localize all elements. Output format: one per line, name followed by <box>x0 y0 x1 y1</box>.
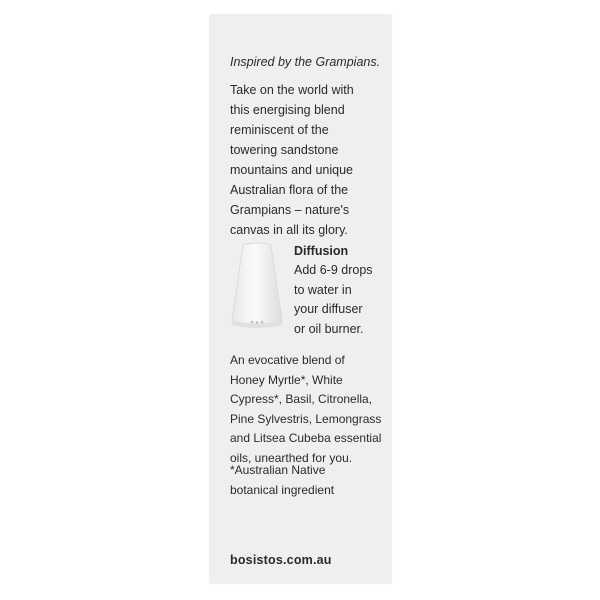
diffusion-title: Diffusion <box>294 244 349 258</box>
tagline: Inspired by the Grampians. <box>230 55 381 69</box>
native-ingredient-note: *Australian Native botanical ingredient <box>230 463 335 497</box>
website-url: bosistos.com.au <box>230 553 332 567</box>
diffuser-icon <box>229 241 285 333</box>
diffusion-instructions: Add 6-9 drops to water in your diffuser or oil burner. <box>294 263 373 336</box>
intro-description: Take on the world with this energising blend reminiscent of the towering sandstone mountains and unique Australian flora of the Grampians – nature's canvas in all its glory. <box>230 83 354 237</box>
blend-description: An evocative blend of Honey Myrtle*, White Cypress*, Basil, Citronella, Pine Sylvestris, Lemongrass and Litsea Cubeba essential oils, unearthed for you. <box>230 353 382 465</box>
